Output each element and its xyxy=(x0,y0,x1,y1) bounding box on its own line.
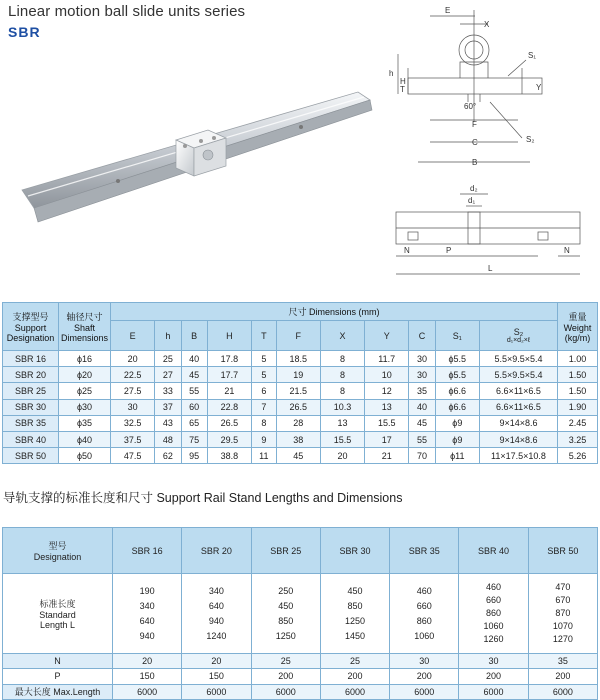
table-row: SBR 20 ϕ20 22.5 27 45 17.7 5 19 8 10 30 ϕ5.5 5.5×9.5×5.4 1.50 xyxy=(3,367,598,383)
lengths-table xyxy=(2,527,598,700)
model-sbr16: SBR 16 xyxy=(113,528,182,574)
lengths-sbr35: 460 660 860 1060 xyxy=(390,574,459,654)
model-sbr25: SBR 25 xyxy=(251,528,320,574)
table-row: P 150 150 200 200 200 200 200 xyxy=(3,669,598,684)
shaft-header: 轴径尺寸 Shaft Dimensions xyxy=(59,303,111,351)
lengths-sbr25: 250 450 850 1250 xyxy=(251,574,320,654)
table-row: 最大长度 Max.Length 6000 6000 6000 6000 6000 6000 6000 xyxy=(3,684,598,699)
lengths-sbr16: 190 340 640 940 xyxy=(113,574,182,654)
label-d1: d₁ xyxy=(468,196,476,205)
model-sbr30: SBR 30 xyxy=(320,528,389,574)
label-H: H xyxy=(400,77,406,86)
label-N-right: N xyxy=(564,246,570,255)
table-row: SBR 40 ϕ40 37.5 48 75 29.5 9 38 15.5 17 55 ϕ9 9×14×8.6 3.25 xyxy=(3,431,598,447)
label-h: h xyxy=(389,69,394,78)
model-sbr50: SBR 50 xyxy=(528,528,597,574)
col-S1: S₁ xyxy=(435,321,479,351)
model-sbr40: SBR 40 xyxy=(459,528,528,574)
label-E: E xyxy=(445,6,451,15)
label-P: P xyxy=(446,246,452,255)
table-row: SBR 50 ϕ50 47.5 62 95 38.8 11 45 20 21 70 ϕ11 11×17.5×10.8 5.26 xyxy=(3,448,598,464)
side-view-drawing xyxy=(388,182,588,282)
table-row: SBR 35 ϕ35 32.5 43 65 26.5 8 28 13 15.5 45 ϕ9 9×14×8.6 2.45 xyxy=(3,415,598,431)
col-S2: S₂ d₁×d₂×ℓ xyxy=(480,321,558,351)
col-H: H xyxy=(207,321,251,351)
label-B: B xyxy=(472,158,478,167)
standard-length-label: 标准长度 Standard Length L xyxy=(3,574,113,654)
section-title: 导轨支撑的标准长度和尺寸 Support Rail Stand Lengths and Dimensions xyxy=(3,491,403,505)
label-S2: S₂ xyxy=(526,135,535,144)
col-F: F xyxy=(276,321,320,351)
label-F: F xyxy=(472,120,477,129)
label-60deg: 60° xyxy=(464,102,477,111)
page-title: Linear motion ball slide units series xyxy=(8,3,246,20)
product-photo xyxy=(18,80,374,230)
dimensions-table xyxy=(2,302,598,464)
table-row: SBR 25 ϕ25 27.5 33 55 21 6 21.5 8 12 35 ϕ6.6 6.6×11×6.5 1.50 xyxy=(3,383,598,399)
weight-header: 重量 Weight (kg/m) xyxy=(558,303,598,351)
col-T: T xyxy=(252,321,277,351)
label-N-left: N xyxy=(404,246,410,255)
cross-section-drawing xyxy=(388,2,588,172)
col-X: X xyxy=(320,321,364,351)
lengths-sbr20: 340 640 940 1240 xyxy=(182,574,251,654)
model-sbr20: SBR 20 xyxy=(182,528,251,574)
lengths-sbr50: 470 670 870 1070 1270 xyxy=(528,574,597,654)
lengths-sbr40: 460 660 860 1060 1260 xyxy=(459,574,528,654)
dimensions-header: 尺寸 Dimensions (mm) xyxy=(111,303,558,321)
col-E: E xyxy=(111,321,155,351)
label-Y: Y xyxy=(536,83,542,92)
series-code: SBR xyxy=(8,24,41,40)
model-sbr35: SBR 35 xyxy=(390,528,459,574)
designation-header: 型号 Designation xyxy=(3,528,113,574)
col-h: h xyxy=(155,321,181,351)
label-T: T xyxy=(400,85,405,94)
lengths-sbr30: 450 850 1250 1450 xyxy=(320,574,389,654)
table-row: SBR 30 ϕ30 30 37 60 22.8 7 26.5 10.3 13 40 ϕ6.6 6.6×11×6.5 1.90 xyxy=(3,399,598,415)
label-C: C xyxy=(472,138,478,147)
label-S1: S₁ xyxy=(528,51,537,60)
table-row: N 20 20 25 25 30 30 35 xyxy=(3,654,598,669)
table-row: SBR 16 ϕ16 20 25 40 17.8 5 18.5 8 11.7 30 ϕ5.5 5.5×9.5×5.4 1.00 xyxy=(3,351,598,367)
designation-header: 支撑型号 Support Designation xyxy=(3,303,59,351)
label-L: L xyxy=(488,264,493,273)
label-d2: d₂ xyxy=(470,184,478,193)
col-Y: Y xyxy=(365,321,409,351)
col-C: C xyxy=(409,321,435,351)
label-X: X xyxy=(484,20,490,29)
col-B: B xyxy=(181,321,207,351)
